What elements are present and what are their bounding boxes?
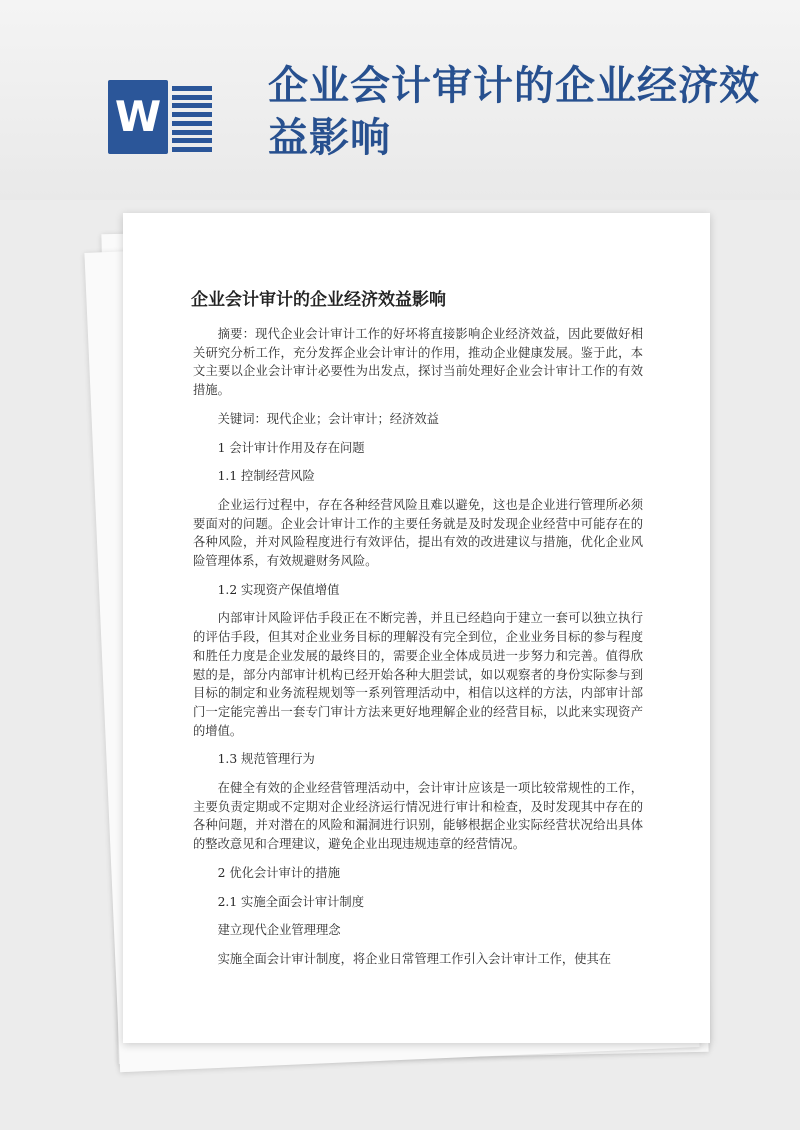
word-logo-letter: W — [108, 80, 168, 154]
banner — [0, 0, 800, 200]
document-page — [123, 213, 710, 1043]
word-logo-lines — [172, 86, 212, 152]
document-title: 企业会计审计的企业经济效益影响 — [191, 290, 446, 310]
keywords-line: 关键词：现代企业；会计审计；经济效益 — [217, 411, 439, 426]
subsection-heading: 1.3 规范管理行为 — [217, 752, 315, 767]
subsection-heading: 1.2 实现资产保值增值 — [217, 582, 340, 597]
subsection-heading: 1.1 控制经营风险 — [217, 469, 315, 484]
document-body — [193, 325, 643, 969]
banner-title: 企业会计审计的企业经济效益影响 — [268, 62, 760, 161]
body-paragraph: 在健全有效的企业经营管理活动中，会计审计应该是一项比较常规性的工作，主要负责定期或不定期对企业经济运行情况进行审计和检查，及时发现其中存在的各种问题，并对潜在的风险和漏洞进行识别，能够根据企业实际经营状况给出具体的整改意见和合理建议，避免企业出现违规违章的经营情况。 — [193, 781, 643, 852]
section-heading: 1 会计审计作用及存在问题 — [217, 440, 365, 455]
body-line: 建立现代企业管理理念 — [217, 923, 341, 938]
body-paragraph: 实施全面会计审计制度，将企业日常管理工作引入会计审计工作，使其在 — [217, 951, 612, 966]
body-paragraph: 企业运行过程中，存在各种经营风险且难以避免，这也是企业进行管理所必须要面对的问题。企业会计审计工作的主要任务就是及时发现企业经营中可能存在的各种风险，并对风险程度进行有效评估，提出有效的改进建议与措施，优化企业风险管理体系，有效规避财务风险。 — [193, 497, 643, 569]
section-heading: 2 优化会计审计的措施 — [217, 865, 340, 880]
abstract-paragraph: 摘要：现代企业会计审计工作的好坏将直接影响企业经济效益，因此要做好相关研究分析工作，充分发挥企业会计审计的作用，推动企业健康发展。鉴于此，本文主要以企业会计审计必要性为出发点，探讨当前处理好企业会计审计工作的有效措施。 — [193, 327, 643, 398]
subsection-heading: 2.1 实施全面会计审计制度 — [217, 894, 365, 909]
body-paragraph: 内部审计风险评估手段正在不断完善，并且已经趋向于建立一套可以独立执行的评估手段，但其对企业业务目标的理解没有完全到位，企业业务目标的参与程度和胜任力度是企业发展的最终目的，需要企业全体成员进一步努力和完善。值得欣慰的是，部分内部审计机构已经开始各种大胆尝试，如以观察者的身份实际参与到目标的制定和业务流程规划等一系列管理活动中，相信以这样的方法，内部审计部门一定能完善出一套专门审计方法来更好地理解企业的经营目标，以此来实现资产的增值。 — [193, 611, 643, 738]
word-document-icon — [108, 72, 216, 162]
